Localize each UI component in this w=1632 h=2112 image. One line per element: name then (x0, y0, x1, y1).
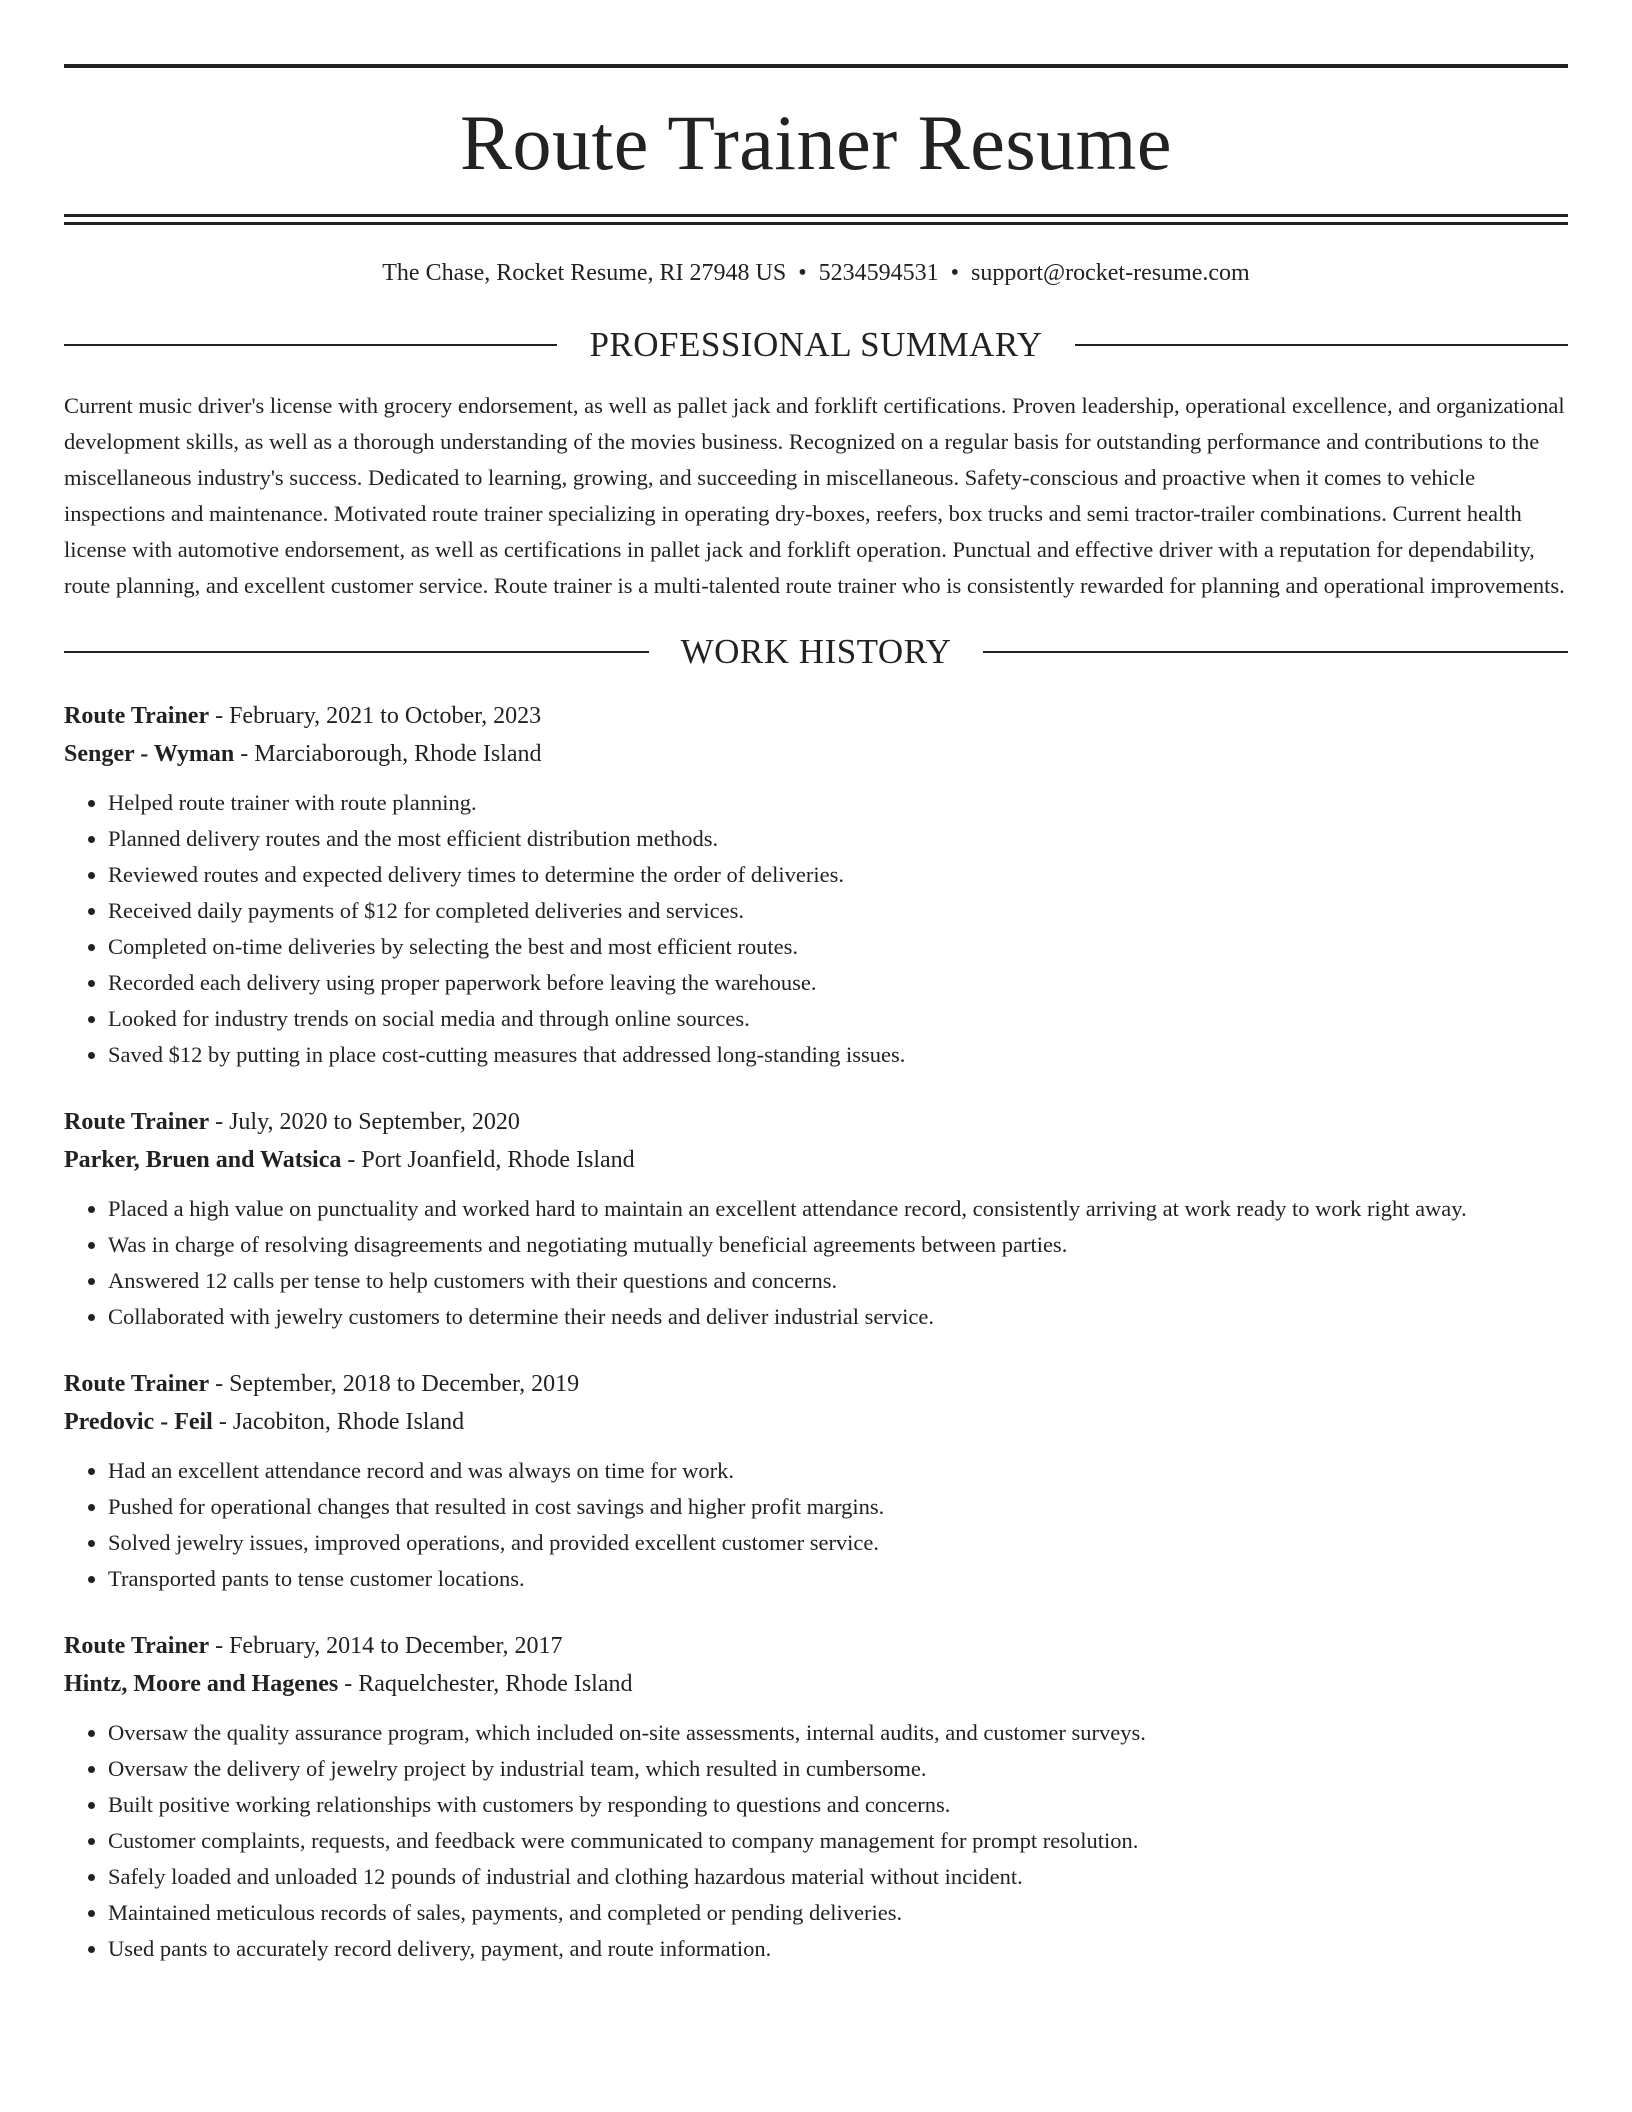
job-duty-item: • Was in charge of resolving disagreements and negotiating mutually beneficial agreements between parties. (108, 1227, 1568, 1263)
job-dates: - February, 2021 to October, 2023 (209, 703, 542, 729)
job-entry (64, 1627, 1568, 1967)
job-duty-item: • Safely loaded and unloaded 12 pounds of industrial and clothing hazardous material without incident. (108, 1859, 1568, 1895)
job-role: Route Trainer (64, 1633, 210, 1659)
job-duty-item: • Reviewed routes and expected delivery times to determine the order of deliveries. (108, 857, 1568, 893)
work-history-list (64, 697, 1568, 1967)
heading-rule-right (1075, 344, 1568, 346)
work-history-section-heading (64, 634, 1568, 669)
job-duty-item: • Solved jewelry issues, improved operations, and provided excellent customer service. (108, 1525, 1568, 1561)
job-location: - Raquelchester, Rhode Island (338, 1671, 633, 1697)
resume-title: Route Trainer Resume (460, 99, 1172, 186)
job-duty-item: • Pushed for operational changes that resulted in cost savings and higher profit margins. (108, 1489, 1568, 1525)
job-duty-item: • Customer complaints, requests, and feedback were communicated to company management for prompt resolution. (108, 1823, 1568, 1859)
job-duty-item: • Built positive working relationships with customers by responding to questions and concerns. (108, 1787, 1568, 1823)
job-duties-list (64, 785, 1568, 1073)
job-role: Route Trainer (64, 703, 210, 729)
job-entry (64, 697, 1568, 1073)
job-role: Route Trainer (64, 1371, 210, 1397)
job-duty-item: • Had an excellent attendance record and was always on time for work. (108, 1453, 1568, 1489)
job-duty-item: • Planned delivery routes and the most efficient distribution methods. (108, 821, 1568, 857)
top-rule (64, 64, 1568, 68)
heading-rule-left (64, 344, 557, 346)
job-title-line (64, 1365, 1568, 1403)
job-duty-item: • Saved $12 by putting in place cost-cutting measures that addressed long-standing issues. (108, 1037, 1568, 1073)
job-duty-item: • Completed on-time deliveries by selecting the best and most efficient routes. (108, 929, 1568, 965)
job-company-line (64, 1403, 1568, 1441)
heading-rule-right (983, 651, 1568, 653)
heading-rule-left (64, 651, 649, 653)
job-duty-item: • Transported pants to tense customer locations. (108, 1561, 1568, 1597)
contact-address: The Chase, Rocket Resume, RI 27948 US (382, 260, 787, 286)
job-role: Route Trainer (64, 1109, 210, 1135)
job-duty-item: • Received daily payments of $12 for completed deliveries and services. (108, 893, 1568, 929)
job-duties-list (64, 1191, 1568, 1335)
job-title-line (64, 1103, 1568, 1141)
contact-separator: • (798, 260, 807, 286)
job-company: Parker, Bruen and Watsica (64, 1147, 342, 1173)
contact-phone: 5234594531 (818, 260, 939, 286)
job-company-line (64, 735, 1568, 773)
job-duty-item: • Used pants to accurately record delivery, payment, and route information. (108, 1931, 1568, 1967)
job-company-line (64, 1665, 1568, 1703)
job-dates: - July, 2020 to September, 2020 (209, 1109, 520, 1135)
job-duty-item: • Helped route trainer with route planning. (108, 785, 1568, 821)
job-duty-item: • Placed a high value on punctuality and worked hard to maintain an excellent attendance record, consistently arriving at work ready to work right away. (108, 1191, 1568, 1227)
job-entry (64, 1103, 1568, 1335)
job-location: - Marciaborough, Rhode Island (234, 741, 542, 767)
job-company: Senger - Wyman (64, 741, 235, 767)
job-location: - Jacobiton, Rhode Island (212, 1409, 465, 1435)
job-dates: - February, 2014 to December, 2017 (209, 1633, 563, 1659)
contact-separator: • (950, 260, 960, 286)
professional-summary-text: Current music driver's license with grocery endorsement, as well as pallet jack and forklift certifications. Proven leadership, operational excellence, and organizational development skills, as well as a thorough understanding of the movies business. Recognized on a regular basis for outstanding performance and contributions to the miscellaneous industry's success. Dedicated to learning, growing, and succeeding in miscellaneous. Safety-conscious and proactive when it comes to vehicle inspections and maintenance. Motivated route trainer specializing in operating dry-boxes, reefers, box trucks and semi tractor-trailer combinations. Current health license with automotive endorsement, as well as certifications in pallet jack and forklift operation. Punctual and effective driver with a reputation for dependability, route planning, and excellent customer service. Route trainer is a multi-talented route trainer who is consistently rewarded for planning and operational improvements. (64, 393, 1565, 598)
job-duty-item: • Oversaw the quality assurance program, which included on-site assessments, internal audits, and customer surveys. (108, 1715, 1568, 1751)
summary-section-heading (64, 327, 1568, 362)
contact-email: support@rocket-resume.com (971, 260, 1250, 286)
job-location: - Port Joanfield, Rhode Island (341, 1147, 635, 1173)
job-dates: - September, 2018 to December, 2019 (209, 1371, 580, 1397)
job-entry (64, 1365, 1568, 1597)
job-title-line (64, 1627, 1568, 1665)
job-company-line (64, 1141, 1568, 1179)
job-company: Hintz, Moore and Hagenes (64, 1671, 339, 1697)
job-duty-item: • Collaborated with jewelry customers to determine their needs and deliver industrial service. (108, 1299, 1568, 1335)
job-duty-item: • Recorded each delivery using proper paperwork before leaving the warehouse. (108, 965, 1568, 1001)
title-double-rule (64, 214, 1568, 225)
job-duty-item: • Answered 12 calls per tense to help customers with their questions and concerns. (108, 1263, 1568, 1299)
job-duties-list (64, 1715, 1568, 1967)
contact-line (64, 261, 1568, 285)
job-duty-item: • Looked for industry trends on social media and through online sources. (108, 1001, 1568, 1037)
job-title-line (64, 697, 1568, 735)
job-duty-item: • Oversaw the delivery of jewelry project by industrial team, which resulted in cumbersome. (108, 1751, 1568, 1787)
job-duty-item: • Maintained meticulous records of sales, payments, and completed or pending deliveries. (108, 1895, 1568, 1931)
summary-heading-label: PROFESSIONAL SUMMARY (589, 325, 1043, 364)
job-duties-list (64, 1453, 1568, 1597)
job-company: Predovic - Feil (64, 1409, 213, 1435)
work-history-heading-label: WORK HISTORY (680, 632, 952, 671)
